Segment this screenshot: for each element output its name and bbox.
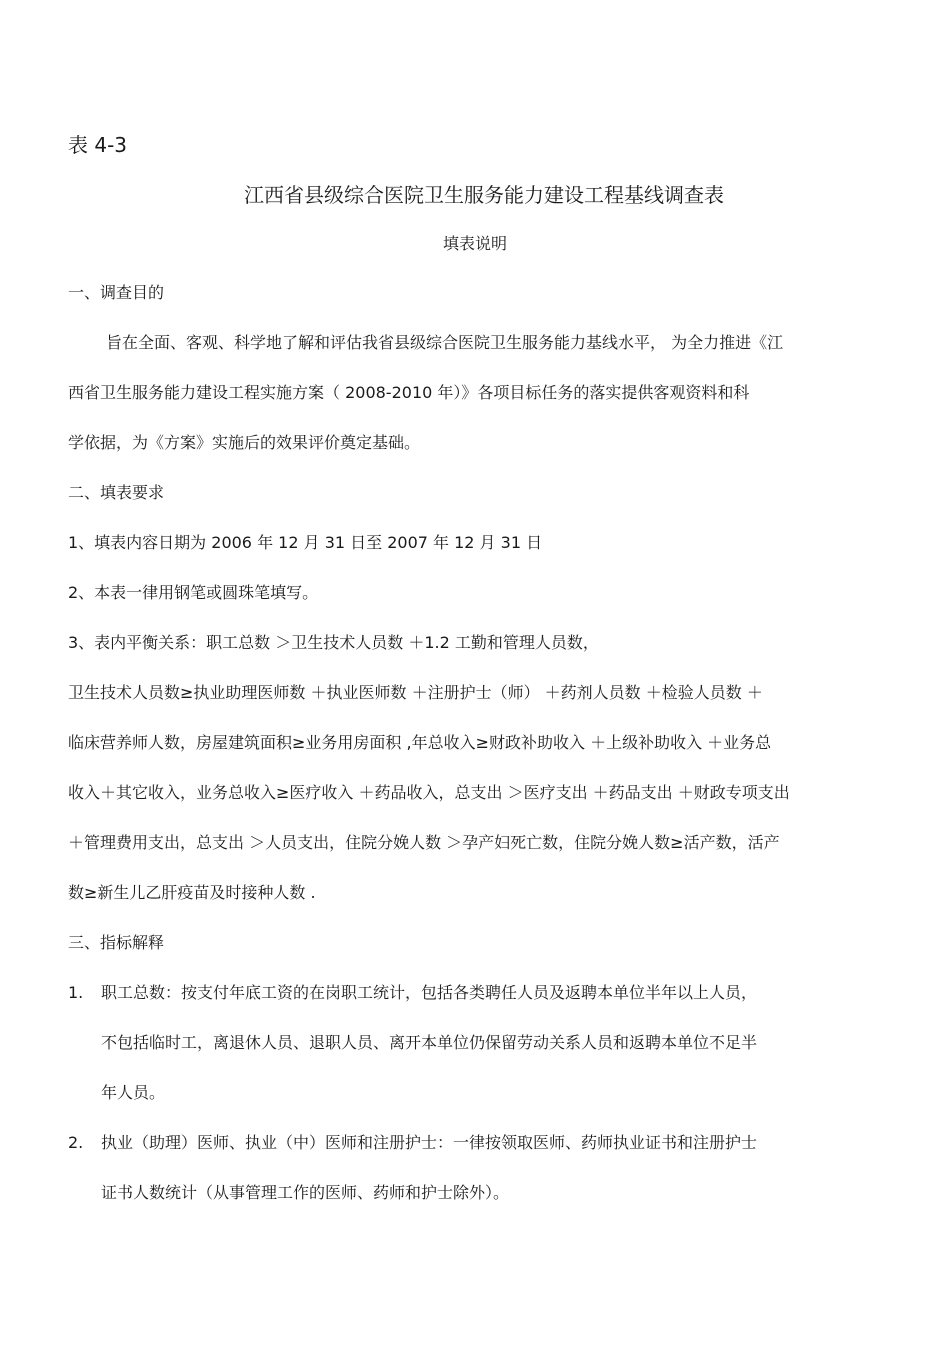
paragraph-line: 学依据，为《方案》实施后的效果评价奠定基础。: [68, 433, 421, 452]
list-item-line: 执业（助理）医师、执业（中）医师和注册护士：一律按领取医师、药师执业证书和注册护士: [101, 1133, 758, 1152]
list-item-line: 职工总数：按支付年底工资的在岗职工统计，包括各类聘任人员及返聘本单位半年以上人员，: [101, 983, 758, 1002]
paragraph-line: 数≥新生儿乙肝疫苗及时接种人数 .: [68, 883, 316, 902]
section-heading-indicators: 三、指标解释: [68, 933, 165, 952]
document-title: 江西省县级综合医院卫生服务能力建设工程基线调查表: [244, 183, 724, 207]
list-item-line: 年人员。: [101, 1083, 166, 1102]
section-heading-requirements: 二、填表要求: [68, 483, 165, 502]
paragraph-line: 卫生技术人员数≥执业助理医师数 ＋执业医师数 ＋注册护士（师） ＋药剂人员数 ＋检验人员数 ＋: [68, 683, 763, 702]
paragraph-line: 西省卫生服务能力建设工程实施方案（ 2008-2010 年）》各项目标任务的落实提供客观资料和科: [68, 383, 750, 402]
list-item-line: 不包括临时工，离退休人员、退职人员、离开本单位仍保留劳动关系人员和返聘本单位不足半: [101, 1033, 758, 1052]
section-heading-purpose: 一、调查目的: [68, 283, 165, 302]
paragraph-line: 收入＋其它收入，业务总收入≥医疗收入 ＋药品收入，总支出 ＞医疗支出 ＋药品支出 ＋财政专项支出: [68, 783, 790, 802]
paragraph-line: 旨在全面、客观、科学地了解和评估我省县级综合医院卫生服务能力基线水平， 为全力推进《江: [106, 333, 784, 352]
table-label: 表 4-3: [68, 133, 128, 157]
list-item-number: 1.: [68, 983, 84, 1002]
document-subtitle: 填表说明: [442, 234, 507, 253]
list-item-number: 2.: [68, 1133, 84, 1152]
paragraph-line: 临床营养师人数，房屋建筑面积≥业务用房面积 ,年总收入≥财政补助收入 ＋上级补助收入 ＋业务总: [68, 733, 772, 752]
paragraph-line: ＋管理费用支出，总支出 ＞人员支出，住院分娩人数 ＞孕产妇死亡数，住院分娩人数≥活产数，活产: [68, 833, 780, 852]
requirement-item: 1、填表内容日期为 2006 年 12 月 31 日至 2007 年 12 月 31 日: [68, 533, 543, 552]
requirement-item: 3、表内平衡关系：职工总数 ＞卫生技术人员数 ＋1.2 工勤和管理人员数，: [68, 633, 599, 652]
requirement-item: 2、本表一律用钢笔或圆珠笔填写。: [68, 583, 319, 602]
list-item-line: 证书人数统计（从事管理工作的医师、药师和护士除外）。: [101, 1183, 510, 1202]
